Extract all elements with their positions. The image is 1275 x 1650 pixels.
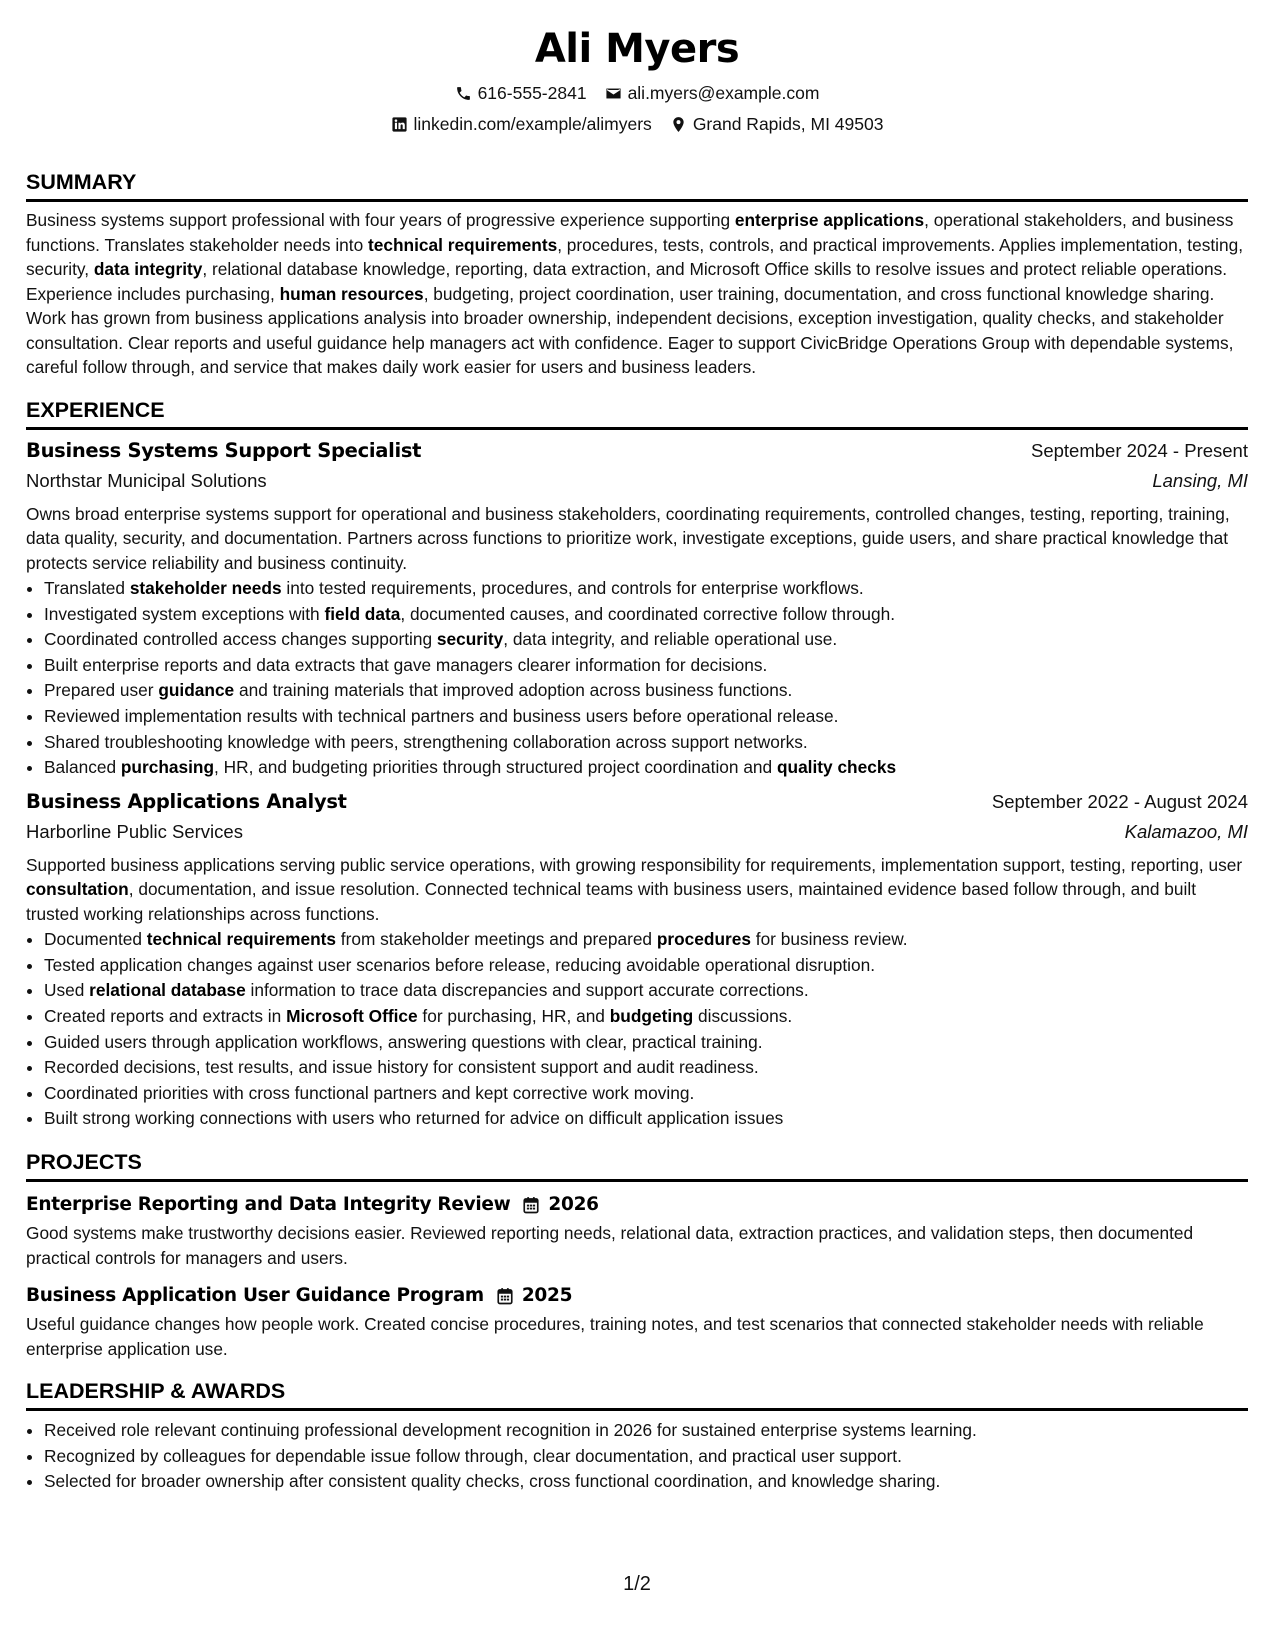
job-company-row	[26, 817, 1248, 847]
bold-keyword: stakeholder needs	[129, 578, 282, 598]
job-bullets	[26, 576, 1248, 781]
bold-keyword: consultation	[26, 879, 129, 900]
bullet-item	[44, 953, 1248, 979]
text-run: discussions.	[693, 1006, 793, 1027]
text-run: from stakeholder meetings and prepared	[336, 929, 657, 950]
text-run: Balanced	[44, 757, 121, 778]
projects-heading: PROJECTS	[26, 1148, 1248, 1182]
text-run: for purchasing, HR, and	[417, 1006, 610, 1027]
job-entry	[26, 436, 1248, 781]
phone-contact	[455, 81, 587, 106]
text-run: Business systems support professional with four years of progressive experience supporting	[26, 210, 735, 230]
email-contact[interactable]	[605, 81, 820, 106]
text-run: Built strong working connections with users who returned for advice on difficult application issues	[44, 1108, 784, 1129]
awards-section	[26, 1377, 1248, 1495]
email-text[interactable]: ali.myers@example.com	[627, 83, 820, 104]
job-bullets	[26, 927, 1248, 1132]
text-run: , documented causes, and coordinated corrective follow through.	[400, 603, 896, 624]
phone-icon	[455, 85, 472, 102]
awards-heading: LEADERSHIP & AWARDS	[26, 1377, 1248, 1411]
bullet-item	[44, 602, 1248, 628]
bullet-item	[44, 730, 1248, 756]
bullet-item	[44, 653, 1248, 679]
bullet-item	[44, 1081, 1248, 1107]
map-pin-icon	[670, 116, 687, 133]
bullet-item	[44, 1106, 1248, 1132]
award-item: • Received role relevant continuing professional development recognition in 2026 for sustained enterprise systems learning.	[44, 1418, 1248, 1444]
bold-keyword: data integrity	[93, 259, 203, 279]
bold-keyword: procedures	[656, 929, 751, 950]
bullet-item	[44, 576, 1248, 602]
text-run: Tested application changes against user scenarios before release, reducing avoidable operational disruption.	[44, 954, 875, 975]
text-run: Coordinated controlled access changes supporting	[44, 629, 437, 650]
text-run: Supported business applications serving public service operations, with growing responsibility for requirements, implementation support, testing, reporting, user	[26, 854, 1243, 875]
job-dates: September 2022 - August 2024	[991, 790, 1248, 812]
contact-row-primary	[26, 78, 1248, 109]
job-title-row	[26, 436, 1248, 466]
project-header	[26, 1191, 1248, 1219]
text-run: , data integrity, and reliable operational use.	[503, 629, 838, 650]
bold-keyword: technical requirements	[368, 234, 558, 255]
linkedin-text[interactable]: linkedin.com/example/alimyers	[413, 114, 652, 135]
candidate-name: Ali Myers	[534, 26, 740, 72]
project-description: Useful guidance changes how people work. Created concise procedures, training notes, and test scenarios that connected stakeholder needs with reliable enterprise application use.	[26, 1314, 1204, 1359]
text-run: Documented	[44, 929, 147, 950]
job-description: Owns broad enterprise systems support for operational and business stakeholders, coordinating requirements, controlled changes, testing, reporting, training, data quality, security, and documentation. Partners across functions to prioritize work, investigate exceptions, guide users, and share practical knowledge that protects service reliability and business continuity.	[26, 503, 1230, 573]
text-run: Investigated system exceptions with	[44, 603, 325, 624]
job-company: Harborline Public Services	[26, 820, 243, 842]
location-contact	[670, 112, 884, 137]
bullet-item	[44, 927, 1248, 953]
project-name: Enterprise Reporting and Data Integrity Review	[26, 1194, 511, 1215]
text-run: , documentation, and issue resolution. Connected technical teams with business users, maintained evidence based follow through, and built trusted working relationships across functions.	[26, 879, 1197, 924]
phone-text: 616-555-2841	[477, 83, 587, 104]
award-item: • Selected for broader ownership after consistent quality checks, cross functional coordination, and knowledge sharing.	[44, 1469, 1248, 1495]
bullet-item	[44, 1004, 1248, 1030]
bold-keyword: enterprise applications	[734, 210, 925, 230]
bold-keyword: quality checks	[776, 757, 897, 778]
bullet-item	[44, 704, 1248, 730]
bold-keyword: guidance	[158, 680, 235, 701]
job-company-row	[26, 466, 1248, 496]
text-run: , operational stakeholders, and business functions. Translates stakeholder needs into	[26, 210, 1234, 255]
project-description: Good systems make trustworthy decisions easier. Reviewed reporting needs, relational data, extraction practices, and validation steps, then documented practical controls for managers and users.	[26, 1223, 1194, 1268]
bold-keyword: purchasing	[120, 757, 215, 778]
job-title: Business Systems Support Specialist	[26, 438, 422, 462]
project-name: Business Application User Guidance Program	[26, 1285, 484, 1306]
job-title: Business Applications Analyst	[26, 789, 347, 813]
job-description	[26, 853, 1248, 927]
summary-heading: SUMMARY	[26, 168, 1248, 202]
bold-keyword: Microsoft Office	[286, 1006, 418, 1027]
bullet-item	[44, 1055, 1248, 1081]
bullet-item	[44, 755, 1248, 781]
bullet-item	[44, 1030, 1248, 1056]
project-entry	[26, 1191, 1248, 1270]
project-year: 2025	[521, 1285, 573, 1306]
text-run: Translated	[44, 578, 130, 598]
text-run: and training materials that improved adoption across business functions.	[234, 680, 793, 701]
bullet-item	[44, 978, 1248, 1004]
award-item: • Recognized by colleagues for dependable issue follow through, clear documentation, and practical user support.	[44, 1444, 1248, 1470]
job-location: Kalamazoo, MI	[1124, 820, 1248, 842]
text-run: Recorded decisions, test results, and issue history for consistent support and audit readiness.	[44, 1057, 759, 1078]
text-run: Used	[44, 980, 90, 1001]
job-company: Northstar Municipal Solutions	[26, 469, 267, 491]
bold-keyword: human resources	[279, 283, 424, 304]
text-run: , relational database knowledge, reporting, data extraction, and Microsoft Office skills to resolve issues and protect reliable operations. Experience includes purchasing,	[26, 259, 1228, 304]
text-run: Guided users through application workflows, answering questions with clear, practical training.	[44, 1031, 763, 1052]
calendar-icon	[496, 1287, 514, 1305]
text-run: into tested requirements, procedures, and controls for enterprise workflows.	[281, 578, 864, 598]
text-run: Built enterprise reports and data extracts that gave managers clearer information for decisions.	[44, 654, 768, 675]
experience-heading: EXPERIENCE	[26, 396, 1248, 430]
job-dates: September 2024 - Present	[1031, 439, 1248, 461]
text-run: , HR, and budgeting priorities through structured project coordination and	[214, 757, 777, 778]
linkedin-icon	[391, 116, 408, 133]
text-run: Coordinated priorities with cross functional partners and kept corrective work moving.	[44, 1082, 695, 1103]
summary-text	[26, 208, 1248, 380]
bullet-item	[44, 627, 1248, 653]
project-header	[26, 1282, 1248, 1310]
project-year: 2026	[548, 1194, 599, 1215]
bold-keyword: relational database	[89, 980, 246, 1001]
bullet-item	[44, 678, 1248, 704]
text-run: , budgeting, project coordination, user training, documentation, and cross functional knowledge sharing. Work has grown from business applications analysis into broader ownership, independent decisions, exception investigation, quality checks, and stakeholder consultation. Clear reports and useful guidance help managers act with confidence. Eager to support CivicBridge Operations Group with dependable systems, careful follow through, and service that makes daily work easier for users and business leaders.	[26, 283, 1234, 377]
text-run: Shared troubleshooting knowledge with peers, strengthening collaboration across support networks.	[44, 731, 808, 752]
bold-keyword: field data	[324, 603, 401, 624]
bold-keyword: security	[436, 629, 504, 650]
text-run: , procedures, tests, controls, and practical improvements. Applies implementation, testing, security,	[26, 234, 1244, 279]
resume-page	[26, 0, 1248, 1650]
calendar-icon	[522, 1196, 540, 1214]
job-location: Lansing, MI	[1152, 469, 1248, 491]
text-run: Prepared user	[44, 680, 159, 701]
linkedin-contact[interactable]	[391, 112, 652, 137]
text-run: information to trace data discrepancies and support accurate corrections.	[245, 980, 809, 1001]
page-number: 1/2	[623, 1573, 651, 1595]
location-text: Grand Rapids, MI 49503	[692, 114, 884, 135]
envelope-icon	[605, 85, 622, 102]
project-entry	[26, 1282, 1248, 1361]
awards-list	[26, 1418, 1248, 1495]
text-run: for business review.	[750, 929, 908, 950]
job-entry	[26, 787, 1248, 1132]
bold-keyword: budgeting	[609, 1006, 694, 1027]
contact-row-secondary	[26, 109, 1248, 140]
text-run: Created reports and extracts in	[44, 1006, 287, 1027]
text-run: Reviewed implementation results with technical partners and business users before operational release.	[44, 705, 839, 726]
job-title-row	[26, 787, 1248, 817]
bold-keyword: technical requirements	[146, 929, 336, 950]
